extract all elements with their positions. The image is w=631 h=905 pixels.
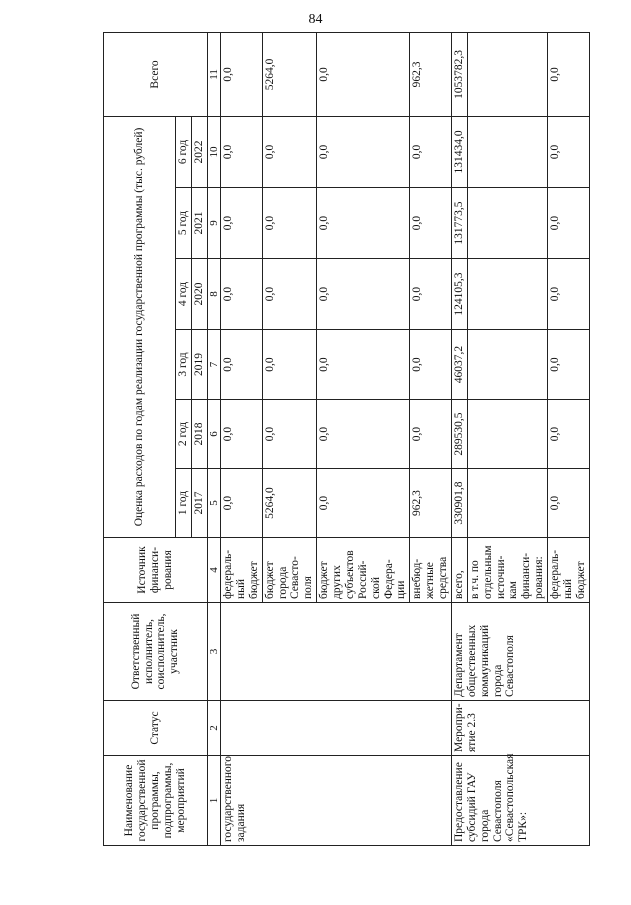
value-cell: 0,0 <box>221 188 263 259</box>
col-number: 5 <box>207 469 220 538</box>
col-number: 7 <box>207 330 220 400</box>
value-cell: 0,0 <box>410 116 452 187</box>
value-cell: 0,0 <box>221 330 263 400</box>
value-cell <box>467 188 547 259</box>
rotated-table-area <box>103 33 587 846</box>
value-cell <box>467 116 547 187</box>
year-value: 2018 <box>191 400 207 469</box>
value-cell <box>467 259 547 330</box>
total-cell: 0,0 <box>548 32 590 116</box>
value-cell: 0,0 <box>410 259 452 330</box>
value-cell: 0,0 <box>262 259 317 330</box>
value-cell: 0,0 <box>548 469 590 538</box>
total-cell: 0,0 <box>221 32 263 116</box>
budget-table <box>103 32 590 846</box>
value-cell: 0,0 <box>410 400 452 469</box>
year-value: 2022 <box>191 116 207 187</box>
value-cell: 131773,5 <box>451 188 467 259</box>
col-number: 10 <box>207 116 220 187</box>
value-cell: 0,0 <box>221 116 263 187</box>
col-number: 6 <box>207 400 220 469</box>
value-cell: 330901,8 <box>451 469 467 538</box>
year-value: 2019 <box>191 330 207 400</box>
value-cell <box>467 400 547 469</box>
status-cell: Меропри-ятие 2.3 <box>451 701 589 756</box>
col-number: 8 <box>207 259 220 330</box>
value-cell: 0,0 <box>317 116 410 187</box>
total-cell: 5264,0 <box>262 32 317 116</box>
value-cell: 0,0 <box>221 259 263 330</box>
value-cell: 0,0 <box>317 259 410 330</box>
value-cell: 0,0 <box>317 400 410 469</box>
year-value: 2020 <box>191 259 207 330</box>
value-cell: 5264,0 <box>262 469 317 538</box>
year-label: 5 год <box>176 188 192 259</box>
total-cell: 0,0 <box>317 32 410 116</box>
total-cell <box>467 32 547 116</box>
value-cell: 131434,0 <box>451 116 467 187</box>
source-cell: бюджет других субъектов Россий-ской Федера-ции <box>317 538 410 603</box>
value-cell <box>467 469 547 538</box>
header-status: Статус <box>104 701 208 756</box>
value-cell: 0,0 <box>262 188 317 259</box>
value-cell: 0,0 <box>410 188 452 259</box>
source-cell: внебюд-жетные средства <box>410 538 452 603</box>
value-cell <box>467 330 547 400</box>
executor-cell: Департамент общественных коммуникаций города Севастополя <box>451 603 589 701</box>
value-cell: 0,0 <box>410 330 452 400</box>
source-cell: федераль-ный бюджет <box>221 538 263 603</box>
rotated-table-wrapper <box>103 33 587 846</box>
year-label: 4 год <box>176 259 192 330</box>
total-cell: 1053782,3 <box>451 32 467 116</box>
year-value: 2021 <box>191 188 207 259</box>
value-cell: 0,0 <box>548 259 590 330</box>
col-number: 9 <box>207 188 220 259</box>
col-number: 1 <box>207 756 220 846</box>
year-label: 2 год <box>176 400 192 469</box>
value-cell: 0,0 <box>548 116 590 187</box>
value-cell: 0,0 <box>548 400 590 469</box>
header-total: Всего <box>104 32 208 116</box>
header-executor: Ответственный исполнитель, соисполнитель, участник <box>104 603 208 701</box>
value-cell: 0,0 <box>317 469 410 538</box>
year-value: 2017 <box>191 469 207 538</box>
header-source: Источник финанси-рования <box>104 538 208 603</box>
value-cell: 0,0 <box>221 469 263 538</box>
source-cell: федераль-ный бюджет <box>548 538 590 603</box>
header-estimate: Оценка расходов по годам реализации государственной программы (тыс. рублей) <box>104 116 176 537</box>
value-cell: 0,0 <box>548 188 590 259</box>
value-cell: 962,3 <box>410 469 452 538</box>
program-name-cell: государственного задания <box>221 756 452 846</box>
program-name-cell: Предоставление субсидий ГАУ города Севастополя «Севастопольская ТРК»: <box>451 756 589 846</box>
col-number: 11 <box>207 32 220 116</box>
value-cell: 0,0 <box>317 330 410 400</box>
value-cell: 46037,2 <box>451 330 467 400</box>
header-name: Наименование государственной программы, подпрограммы, мероприятий <box>104 756 208 846</box>
value-cell: 289530,5 <box>451 400 467 469</box>
value-cell: 0,0 <box>221 400 263 469</box>
source-cell: в т.ч. по отдельным источни-кам финанси-рования: <box>467 538 547 603</box>
value-cell: 124105,3 <box>451 259 467 330</box>
value-cell: 0,0 <box>317 188 410 259</box>
total-cell: 962,3 <box>410 32 452 116</box>
col-number: 2 <box>207 701 220 756</box>
value-cell: 0,0 <box>262 330 317 400</box>
source-cell: всего, <box>451 538 467 603</box>
col-number: 3 <box>207 603 220 701</box>
source-cell: бюджет города Севасто-поля <box>262 538 317 603</box>
executor-cell <box>221 603 452 701</box>
value-cell: 0,0 <box>262 400 317 469</box>
col-number: 4 <box>207 538 220 603</box>
year-label: 6 год <box>176 116 192 187</box>
value-cell: 0,0 <box>548 330 590 400</box>
page-number: 84 <box>308 12 323 27</box>
status-cell <box>221 701 452 756</box>
year-label: 3 год <box>176 330 192 400</box>
year-label: 1 год <box>176 469 192 538</box>
value-cell: 0,0 <box>262 116 317 187</box>
